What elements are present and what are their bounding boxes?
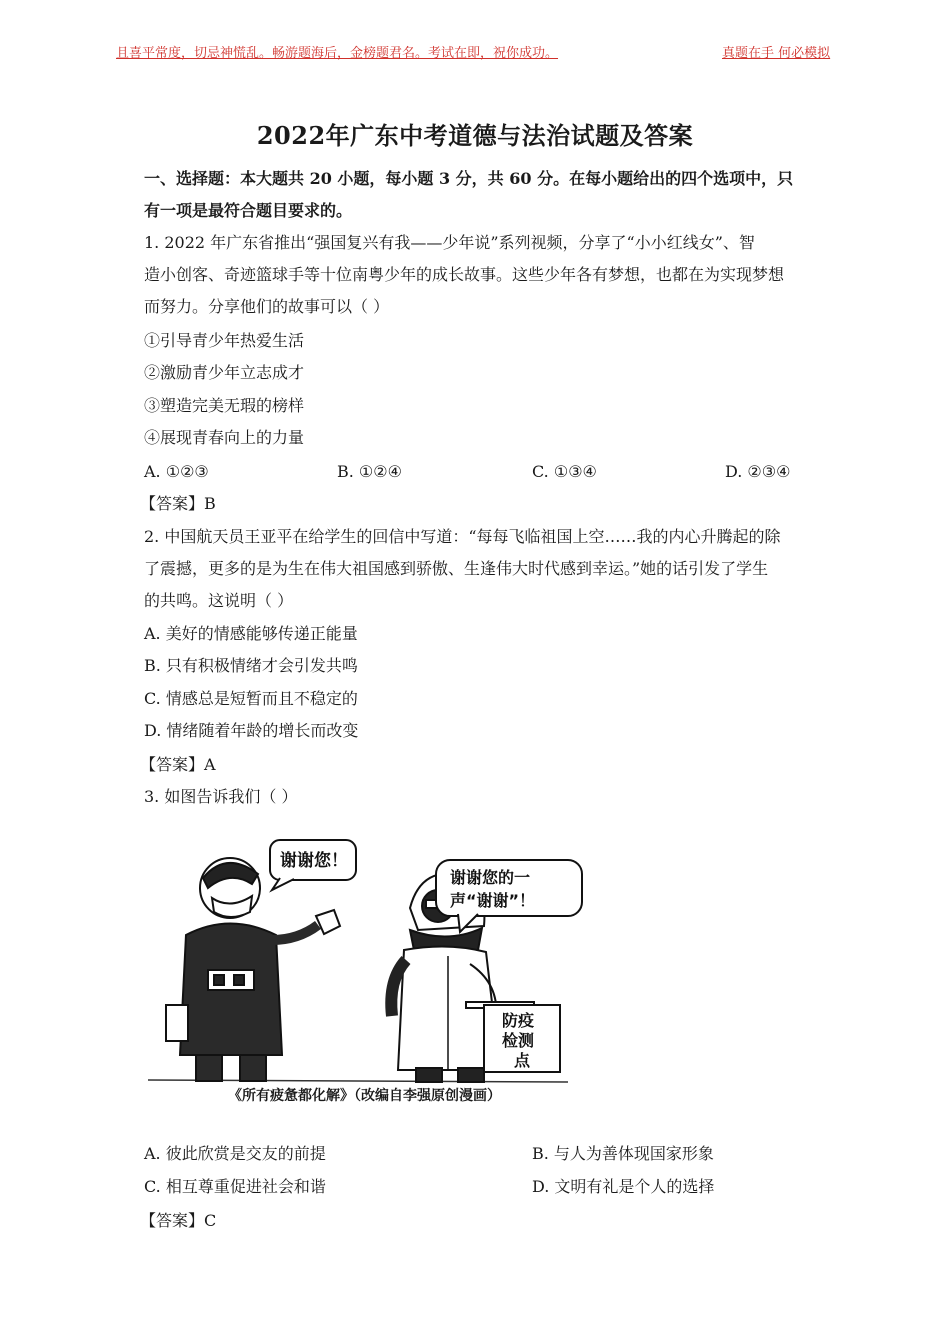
q3-option-d: D. 文明有礼是个人的选择 — [532, 1177, 715, 1196]
q1-option-d: D. ②③④ — [725, 462, 791, 481]
speech-bubble-left — [270, 840, 356, 890]
page-title: 2022年广东中考道德与法治试题及答案 — [256, 121, 694, 150]
q1-answer: 【答案】B — [140, 494, 216, 513]
q2-option-c: C. 情感总是短暂而且不稳定的 — [144, 689, 358, 708]
header-motto: 且喜平常度，切忌神慌乱。畅游题海后，金榜题君名。考试在即，祝你成功。 — [116, 46, 559, 61]
q1-stem-line2: 造小创客、奇迹篮球手等十位南粤少年的成长故事。这些少年各有梦想，也都在为实现梦想 — [144, 265, 785, 284]
q3-option-b: B. 与人为善体现国家形象 — [532, 1144, 714, 1163]
q2-option-d: D. 情绪随着年龄的增长而改变 — [144, 721, 359, 740]
q3-answer: 【答案】C — [140, 1211, 217, 1230]
bubble-right-text-line2: 声“谢谢”！ — [450, 891, 536, 910]
sign-text-line1: 防疫 — [502, 1011, 535, 1030]
q3-option-c: C. 相互尊重促进社会和谐 — [144, 1177, 326, 1196]
q3-stem-line1: 3. 如图告诉我们（ ） — [144, 787, 298, 806]
q1-option-a: A. ①②③ — [144, 462, 209, 481]
q1-stem-line1: 1. 2022 年广东省推出“强国复兴有我——少年说”系列视频，分享了“小小红线女”、智 — [144, 233, 755, 252]
q2-stem-line1: 2. 中国航天员王亚平在给学生的回信中写道：“每每飞临祖国上空……我的内心升腾起的除 — [144, 527, 781, 546]
q1-stem-line3: 而努力。分享他们的故事可以（ ） — [144, 297, 390, 316]
q1-option-b: B. ①②④ — [337, 462, 402, 481]
cartoon-figure — [148, 830, 588, 1112]
sign-text-line2: 检测 — [502, 1031, 535, 1050]
section-instruction-line1: 一、选择题：本大题共 20 小题，每小题 3 分，共 60 分。在每小题给出的四个选项中，只 — [144, 169, 794, 188]
bubble-left-text: 谢谢您！ — [280, 851, 348, 871]
man-figure — [166, 858, 340, 1081]
section-instruction-line2: 有一项是最符合题目要求的。 — [144, 201, 353, 220]
q1-option-c: C. ①③④ — [532, 462, 597, 481]
bubble-right-text-line1: 谢谢您的一 — [450, 868, 531, 887]
sign-text-line3: 点 — [514, 1051, 531, 1070]
cartoon-caption: 《所有疲惫都化解》（改编自李强原创漫画） — [228, 1088, 501, 1104]
q1-item-4: ④展现青春向上的力量 — [144, 428, 305, 447]
q2-answer: 【答案】A — [140, 755, 216, 774]
q2-option-b: B. 只有积极情绪才会引发共鸣 — [144, 656, 358, 675]
q3-option-a: A. 彼此欣赏是交友的前提 — [144, 1144, 326, 1163]
q2-option-a: A. 美好的情感能够传递正能量 — [144, 624, 358, 643]
q2-stem-line2: 了震撼，更多的是为生在伟大祖国感到骄傲、生逢伟大时代感到幸运。”她的话引发了学生 — [144, 559, 769, 578]
q1-item-3: ③塑造完美无瑕的榜样 — [144, 396, 305, 415]
q1-item-1: ①引导青少年热爱生活 — [144, 331, 305, 350]
header-slogan: 真题在手 何必模拟 — [722, 46, 831, 61]
q1-item-2: ②激励青少年立志成才 — [144, 363, 305, 382]
speech-bubble-right — [436, 860, 582, 932]
q2-stem-line3: 的共鸣。这说明（ ） — [144, 591, 294, 610]
